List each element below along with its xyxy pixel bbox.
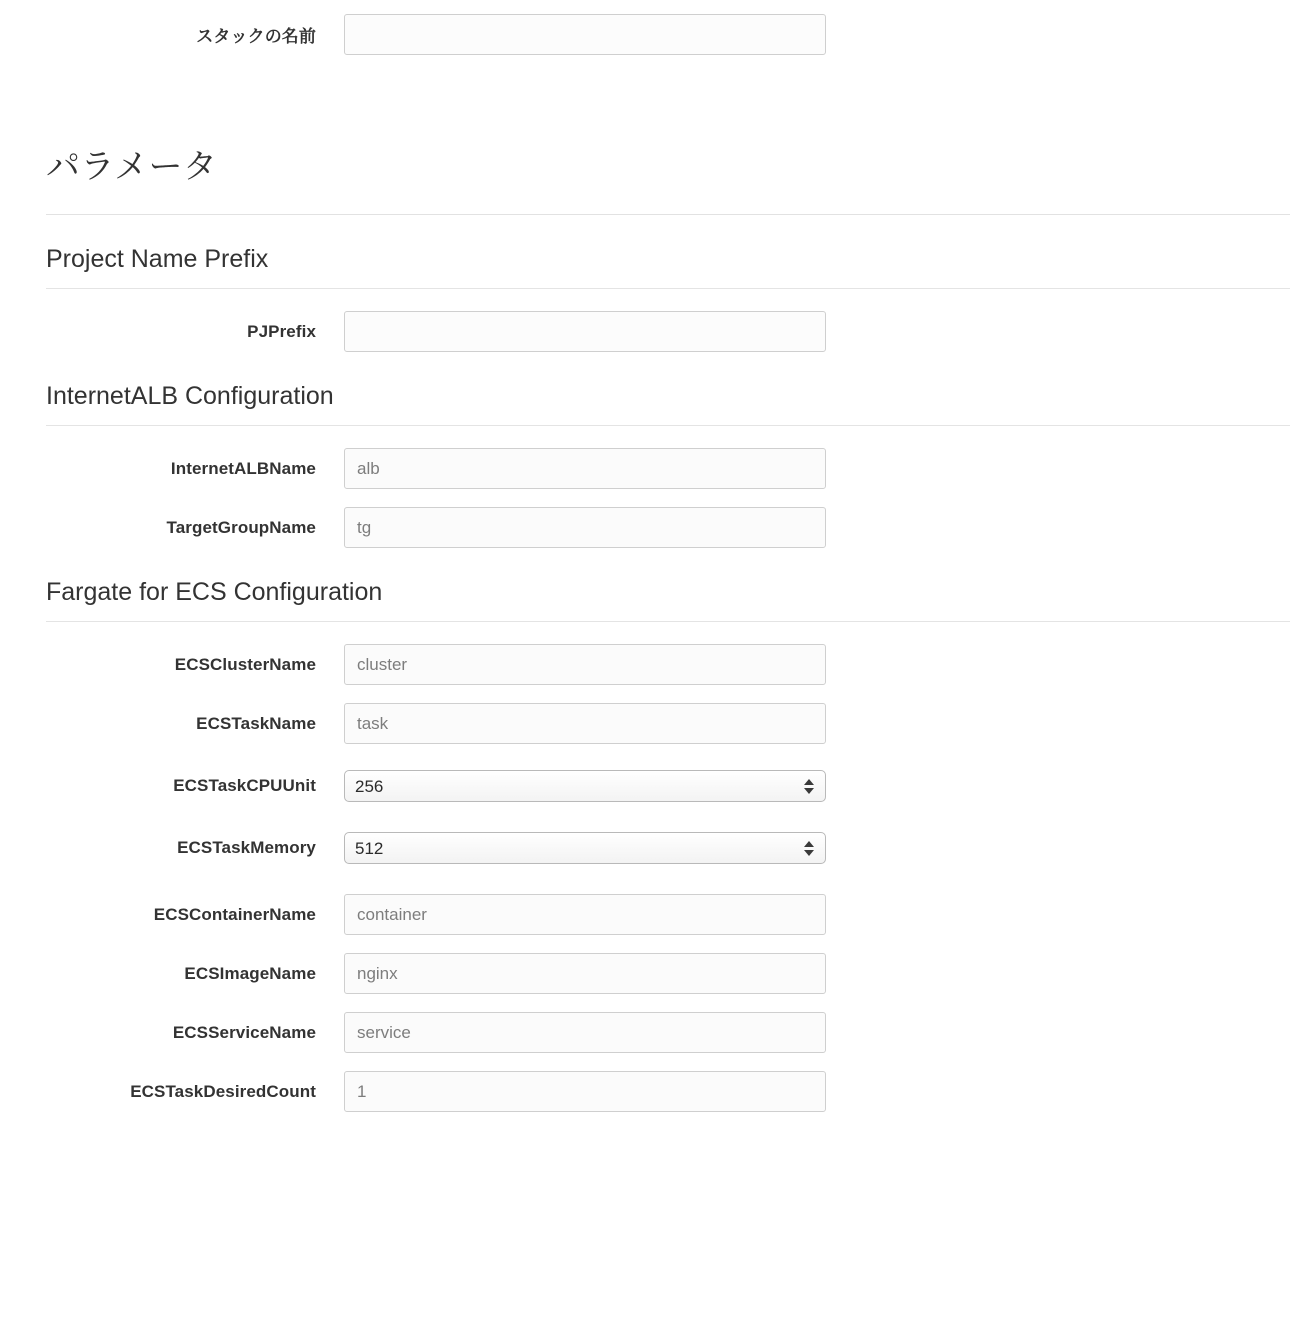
- param-input-pjprefix[interactable]: [344, 311, 826, 352]
- group-title-project-name-prefix: Project Name Prefix: [46, 245, 269, 273]
- param-input-ecsimagename[interactable]: [344, 953, 826, 994]
- parameters-heading: パラメータ: [46, 148, 218, 186]
- param-label-ecscontainername: ECSContainerName: [153, 904, 316, 924]
- param-row-ecstaskmemory: [46, 832, 1290, 864]
- param-field-wrap-ecstaskname: [344, 703, 826, 744]
- param-input-ecscontainername[interactable]: [344, 894, 826, 935]
- param-label-ecsimagename: ECSImageName: [184, 963, 316, 983]
- param-row-ecsimagename: [46, 953, 1290, 994]
- param-row-ecstaskcpuunit: [46, 770, 1290, 802]
- param-field-wrap-ecstaskdesiredcount: [344, 1071, 826, 1112]
- param-field-wrap-ecstaskcpuunit: [344, 770, 826, 802]
- param-field-wrap-ecsclustername: [344, 644, 826, 685]
- param-label-ecsclustername: ECSClusterName: [174, 654, 316, 674]
- param-input-ecsservicename[interactable]: [344, 1012, 826, 1053]
- param-input-ecstaskname[interactable]: [344, 703, 826, 744]
- param-label-ecstaskname: ECSTaskName: [196, 713, 316, 733]
- param-row-internetalbname: [46, 448, 1290, 489]
- param-label-ecstaskcpuunit: ECSTaskCPUUnit: [173, 776, 316, 795]
- param-label-ecstaskdesiredcount: ECSTaskDesiredCount: [130, 1081, 316, 1101]
- param-label-pjprefix: PJPrefix: [247, 321, 316, 341]
- param-label-targetgroupname: TargetGroupName: [166, 517, 316, 537]
- stack-name-row: [46, 14, 1290, 55]
- param-label-internetalbname: InternetALBName: [170, 458, 316, 478]
- param-row-ecscontainername: [46, 894, 1290, 935]
- param-label-ecsservicename: ECSServiceName: [172, 1022, 316, 1042]
- param-input-ecstaskdesiredcount[interactable]: [344, 1071, 826, 1112]
- group-title-internetalb-configuration: InternetALB Configuration: [46, 382, 334, 410]
- group-title-fargate-for-ecs-configuration: Fargate for ECS Configuration: [46, 578, 383, 606]
- param-select-ecstaskmemory[interactable]: [344, 832, 826, 864]
- param-row-ecsclustername: [46, 644, 1290, 685]
- param-row-ecsservicename: [46, 1012, 1290, 1053]
- param-row-pjprefix: [46, 311, 1290, 352]
- param-row-ecstaskdesiredcount: [46, 1071, 1290, 1112]
- param-input-internetalbname[interactable]: [344, 448, 826, 489]
- param-field-wrap-ecsservicename: [344, 1012, 826, 1053]
- stack-name-field-wrap: [344, 14, 826, 55]
- param-input-targetgroupname[interactable]: [344, 507, 826, 548]
- param-field-wrap-ecscontainername: [344, 894, 826, 935]
- stack-name-label: スタックの名前: [196, 27, 316, 46]
- param-row-targetgroupname: [46, 507, 1290, 548]
- param-input-ecsclustername[interactable]: [344, 644, 826, 685]
- param-field-wrap-ecsimagename: [344, 953, 826, 994]
- param-select-ecstaskcpuunit[interactable]: [344, 770, 826, 802]
- param-field-wrap-pjprefix: [344, 311, 826, 352]
- stack-name-input[interactable]: [344, 14, 826, 55]
- param-field-wrap-internetalbname: [344, 448, 826, 489]
- param-label-ecstaskmemory: ECSTaskMemory: [177, 838, 316, 857]
- param-field-wrap-ecstaskmemory: [344, 832, 826, 864]
- param-field-wrap-targetgroupname: [344, 507, 826, 548]
- param-row-ecstaskname: [46, 703, 1290, 744]
